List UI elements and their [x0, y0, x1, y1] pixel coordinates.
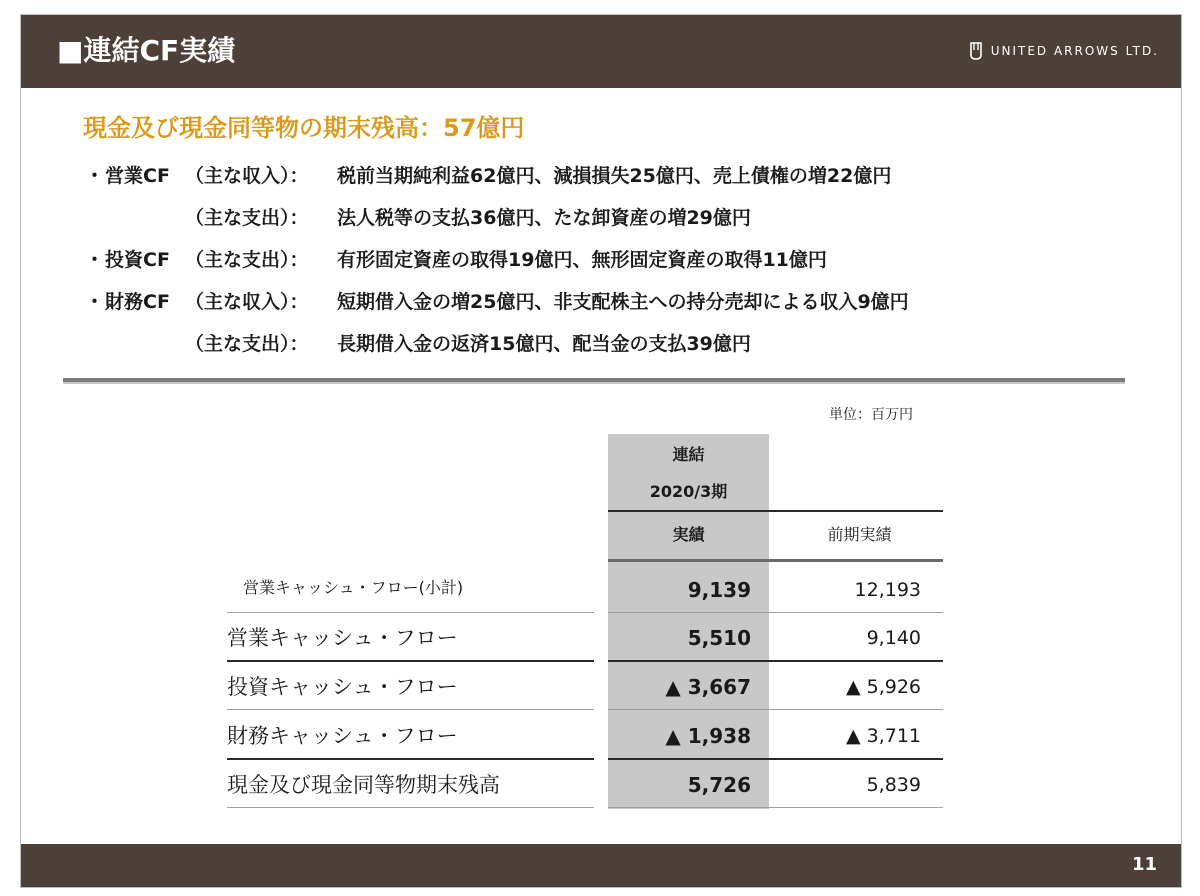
row-rule	[227, 758, 594, 760]
bullet-paren: （主な収入）：	[185, 165, 309, 187]
previous-value: 9,140	[866, 627, 921, 649]
previous-value: ▲ 5,926	[845, 676, 921, 698]
bullet-category: 営業CF	[105, 165, 170, 187]
logo-mark-icon	[969, 41, 983, 61]
page-number: 11	[1131, 854, 1157, 875]
bullet-category: 投資CF	[105, 249, 170, 271]
column-current-header: 実績	[672, 525, 705, 544]
row-rule	[608, 709, 943, 710]
bullet-text: 短期借入金の増25億円、非支配株主への持分売却による収入9億円	[337, 291, 909, 313]
bullet-category: 財務CF	[105, 291, 170, 313]
bullet-paren: （主な支出）：	[185, 333, 309, 355]
column-previous-header: 前期実績	[827, 525, 892, 544]
row-rule	[227, 612, 594, 613]
slide	[20, 14, 1182, 888]
row-label: 投資キャッシュ・フロー	[227, 675, 458, 699]
row-label: 営業キャッシュ・フロー(小計)	[243, 578, 464, 597]
row-rule	[608, 612, 943, 613]
current-value: 5,726	[687, 773, 751, 797]
current-value: 5,510	[687, 626, 751, 650]
bullet-mark: ・	[85, 249, 105, 271]
bullet-item	[85, 323, 1145, 365]
footer-bar	[21, 844, 1181, 887]
headline: 現金及び現金同等物の期末残高：57億円	[83, 114, 525, 142]
row-label: 営業キャッシュ・フロー	[227, 626, 458, 650]
header-bar	[21, 15, 1181, 88]
current-value: ▲ 3,667	[665, 675, 751, 699]
row-rule	[608, 758, 943, 760]
row-label: 現金及び現金同等物期末残高	[227, 773, 500, 797]
row-rule	[227, 660, 594, 662]
bullet-item	[85, 197, 1145, 239]
company-logo	[969, 41, 1159, 61]
row-label: 財務キャッシュ・フロー	[227, 724, 458, 748]
header-bottom-rule	[608, 559, 943, 562]
previous-value: 12,193	[854, 579, 921, 601]
bullet-text: 長期借入金の返済15億円、配当金の支払39億円	[337, 333, 751, 355]
bullet-category	[105, 197, 185, 239]
row-rule	[227, 807, 594, 808]
logo-text: UNITED ARROWS LTD.	[990, 44, 1159, 58]
bullet-list	[85, 155, 1145, 365]
bullet-category	[105, 323, 185, 365]
bullet-item	[85, 155, 1145, 197]
bullet-mark	[85, 197, 105, 239]
bullet-text: 有形固定資産の取得19億円、無形固定資産の取得11億円	[337, 249, 827, 271]
section-divider	[63, 378, 1125, 384]
bullet-mark	[85, 323, 105, 365]
column-period-header: 2020/3期	[649, 482, 728, 501]
bullet-mark: ・	[85, 291, 105, 313]
bullet-item	[85, 239, 1145, 281]
row-rule	[227, 709, 594, 710]
row-rule	[608, 807, 943, 808]
bullet-mark: ・	[85, 165, 105, 187]
unit-label: 単位：百万円	[829, 407, 913, 423]
header-rule	[608, 510, 943, 512]
row-rule	[608, 660, 943, 662]
current-value: 9,139	[687, 578, 751, 602]
bullet-paren: （主な収入）：	[185, 291, 309, 313]
bullet-paren: （主な支出）：	[185, 207, 309, 229]
bullet-text: 法人税等の支払36億円、たな卸資産の増29億円	[337, 207, 751, 229]
previous-value: 5,839	[866, 774, 921, 796]
current-value: ▲ 1,938	[665, 724, 751, 748]
column-group-header: 連結	[672, 445, 705, 464]
page-title: ■連結CF実績	[57, 34, 236, 67]
bullet-paren: （主な支出）：	[185, 249, 309, 271]
previous-value: ▲ 3,711	[845, 725, 921, 747]
bullet-item	[85, 281, 1145, 323]
bullet-text: 税前当期純利益62億円、減損損失25億円、売上債権の増22億円	[337, 165, 892, 187]
